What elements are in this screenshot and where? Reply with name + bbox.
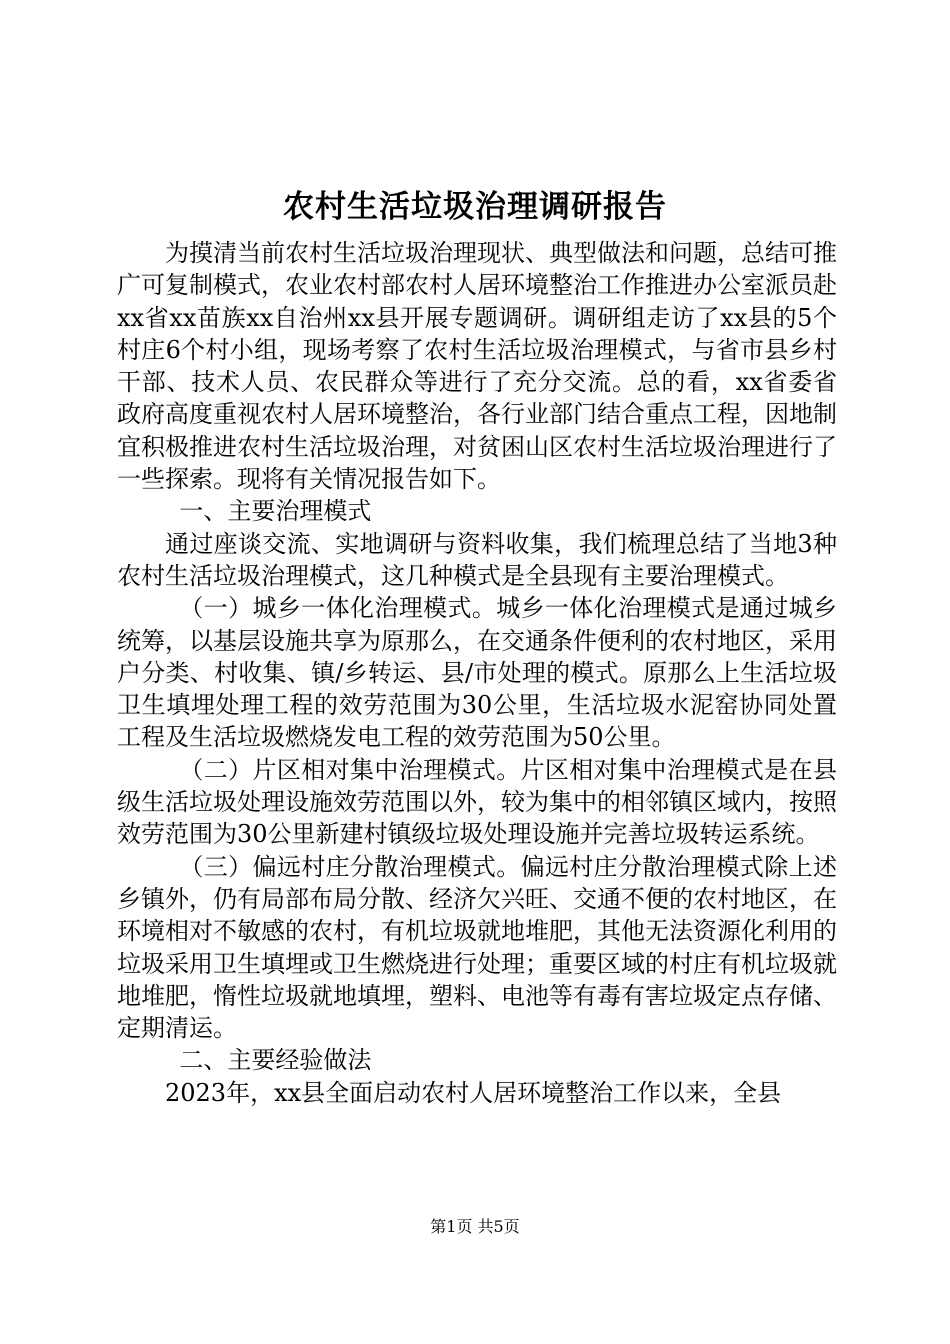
section-1-intro-paragraph: 通过座谈交流、实地调研与资料收集，我们梳理总结了当地3种农村生活垃圾治理模式，这几种模式是全县现有主要治理模式。 bbox=[117, 529, 837, 590]
intro-paragraph: 为摸清当前农村生活垃圾治理现状、典型做法和问题，总结可推广可复制模式，农业农村部农村人居环境整治工作推进办公室派员赴xx省xx苗族xx自治州xx县开展专题调研。调研组走访了xx县的5个村庄6个村小组，现场考察了农村生活垃圾治理模式，与省市县乡村干部、技术人员、农民群众等进行了充分交流。总的看，xx省委省政府高度重视农村人居环境整治，各行业部门结合重点工程，因地制宜积极推进农村生活垃圾治理，对贫困山区农村生活垃圾治理进行了一些探索。现将有关情况报告如下。 bbox=[117, 239, 837, 494]
section-heading-1: 一、主要治理模式 bbox=[179, 497, 372, 526]
mode-2-paragraph: （二）片区相对集中治理模式。片区相对集中治理模式是在县级生活垃圾处理设施效劳范围以外，较为集中的相邻镇区域内，按照效劳范围为30公里新建村镇级垃圾处理设施并完善垃圾转运系统。 bbox=[117, 755, 837, 849]
mode-3-paragraph: （三）偏远村庄分散治理模式。偏远村庄分散治理模式除上述乡镇外，仍有局部布局分散、经济欠兴旺、交通不便的农村地区，在环境相对不敏感的农村，有机垃圾就地堆肥，其他无法资源化利用的垃圾采用卫生填埋或卫生燃烧进行处理；重要区域的村庄有机垃圾就地堆肥，惰性垃圾就地填埋，塑料、电池等有毒有害垃圾定点存储、定期清运。 bbox=[117, 852, 837, 1043]
section-2-intro-paragraph: 2023年，xx县全面启动农村人居环境整治工作以来，全县 bbox=[165, 1078, 782, 1107]
section-heading-2: 二、主要经验做法 bbox=[179, 1046, 372, 1075]
mode-1-paragraph: （一）城乡一体化治理模式。城乡一体化治理模式是通过城乡统筹，以基层设施共享为原那么，在交通条件便利的农村地区，采用户分类、村收集、镇/乡转运、县/市处理的模式。原那么上生活垃圾卫生填埋处理工程的效劳范围为30公里，生活垃圾水泥窑协同处置工程及生活垃圾燃烧发电工程的效劳范围为50公里。 bbox=[117, 594, 837, 752]
document-body bbox=[117, 237, 837, 1109]
document-title: 农村生活垃圾治理调研报告 bbox=[283, 189, 667, 225]
page-footer: 第1页 共5页 bbox=[430, 1217, 520, 1236]
